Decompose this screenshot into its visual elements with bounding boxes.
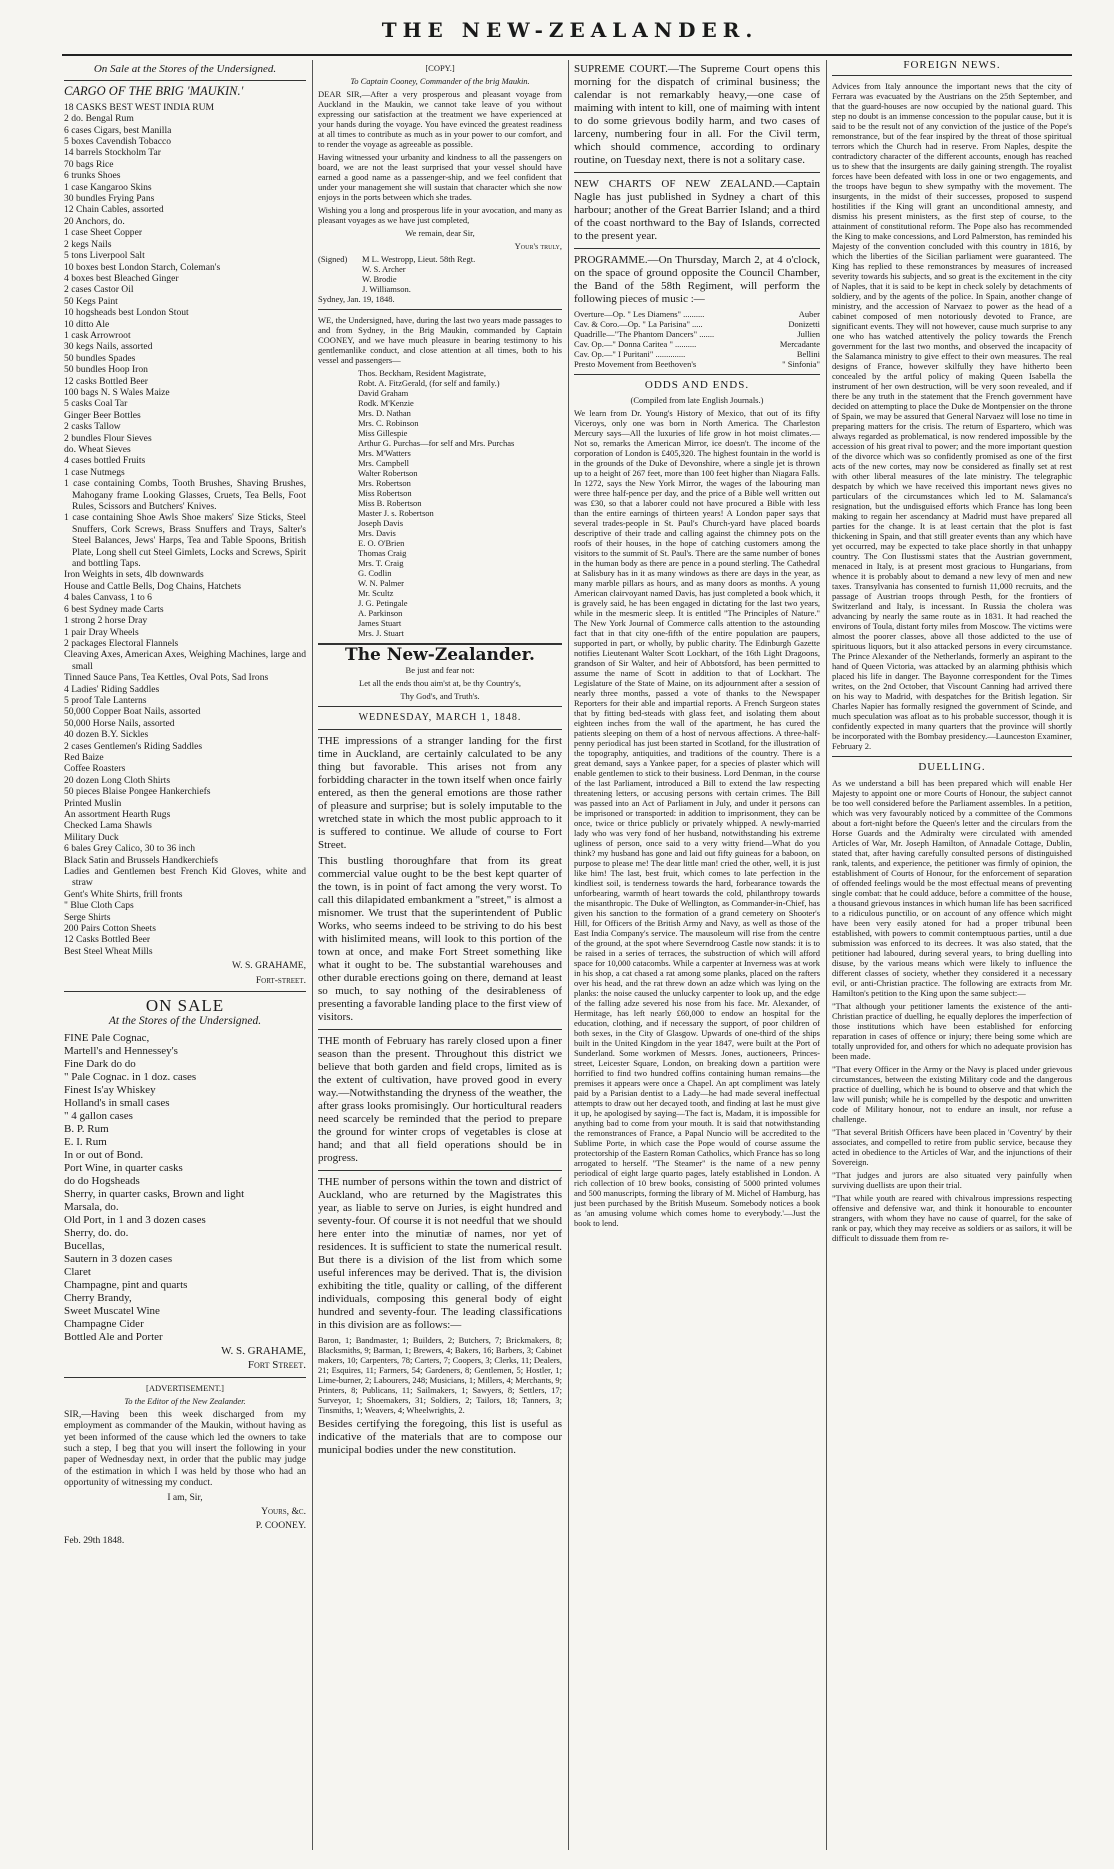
cargo-item: 50 bundles Hoop Iron: [64, 364, 148, 376]
divider: [64, 991, 306, 992]
onsale-list: [64, 1032, 306, 1344]
cargo-item: 12 Chain Cables, assorted: [64, 204, 164, 216]
cargo-item: Printed Muslin: [64, 797, 122, 809]
cargo-title: CARGO OF THE BRIG 'MAUKIN.': [64, 84, 244, 99]
cargo-item: 50 pieces Blaise Pongee Hankerchiefs: [64, 786, 211, 798]
passenger-name: Mrs. T. Craig: [358, 558, 404, 568]
cargo-item: Ladies and Gentlemen best French Kid Gloves, white and straw: [64, 866, 306, 889]
duelling-body-3: "That every Officer in the Army or the Navy is placed under grievous circumstances, between the existing Military code and the dangerous practice of duelling, which he is bound to observe and that which the law will punish; while he is compelled by the despotic and unwritten code of Military honour, not to endure an insult, nor refuse a challenge.: [832, 1063, 1072, 1124]
signatory-name: J. Williamson.: [362, 284, 411, 294]
copy-names: [362, 254, 562, 294]
duelling-body-2: "That although your petitioner laments the existence of the anti-Christian practice of duelling, he equally deplores the imperfection of those institutions which have been established for enforcing reparation in cases of offence or injury; there being some which are totally unprovided for, and others for which no adequate provision has been made.: [832, 1000, 1072, 1061]
column-2: [318, 60, 562, 1860]
copy-date: Sydney, Jan. 19, 1848.: [318, 294, 395, 304]
onsale-item: FINE Pale Cognac,: [64, 1031, 150, 1044]
music-composer: Donizetti: [788, 319, 820, 329]
cargo-item: 12 casks Bottled Beer: [64, 375, 148, 387]
onsale-item: do do Hogsheads: [64, 1174, 140, 1187]
onsale-item: " Pale Cognac. in 1 doz. cases: [64, 1070, 197, 1083]
music-piece: Cav. & Coro.—Op. " La Parisina" .....: [574, 319, 703, 329]
passenger-name: Master J. s. Robertson: [358, 508, 434, 518]
cargo-item: 20 Anchors, do.: [64, 215, 125, 227]
passenger-name: G. Codlin: [358, 568, 392, 578]
copy-signed-label: (Signed): [318, 254, 348, 264]
cargo-item: 4 Ladies' Riding Saddles: [64, 683, 160, 695]
cargo-item: 1 cask Arrowroot: [64, 329, 131, 341]
music-piece: Presto Movement from Beethoven's: [574, 359, 697, 369]
signatory-name: W. S. Archer: [362, 264, 406, 274]
onsale-subtitle: At the Stores of the Undersigned.: [108, 1014, 262, 1027]
cargo-item: 6 bales Grey Calico, 30 to 36 inch: [64, 843, 196, 855]
passenger-name: David Graham: [358, 388, 409, 398]
onsale-item: Cherry Brandy,: [64, 1291, 132, 1304]
music-row: [574, 339, 820, 349]
cargo-item: Black Satin and Brussels Handkerchiefs: [64, 854, 218, 866]
onsale-item: E. I. Rum: [64, 1135, 107, 1148]
passenger-name: Mrs. Campbell: [358, 458, 409, 468]
cargo-item: Gent's White Shirts, frill fronts: [64, 888, 183, 900]
signatory-name: W. Brodie: [362, 274, 397, 284]
onsale-item: Fine Dark do do: [64, 1057, 136, 1070]
divider: [832, 75, 1072, 76]
cargo-item: 2 cases Castor Oil: [64, 284, 134, 296]
cargo-signature-place: Fort-street.: [255, 974, 306, 986]
column-divider: [568, 60, 569, 1850]
onsale-item: Port Wine, in quarter casks: [64, 1161, 183, 1174]
editorial-4: THE number of persons within the town and district of Auckland, who are returned by the Magistrates this year, as liable to serve on Juries, is eight hundred and seventy-four. Of course it is not needful that we should here enter into the minutiæ of names, nor yet of residences. It is sufficient to state the numerical result. But there is a division of the list from which some useful inferences may be derived. That is, the division exhibiting the title, quality or calling, of the different individuals, composing this general body of eight hundred and seventy-four. The leading classifications in this division are as follows:—: [318, 1175, 562, 1331]
onsale-item: " 4 gallon cases: [64, 1109, 133, 1122]
cargo-item: House and Cattle Bells, Dog Chains, Hatchets: [64, 580, 241, 592]
passenger-name: Rodk. M'Kenzie: [358, 398, 414, 408]
onsale-item: Holland's in small cases: [64, 1096, 170, 1109]
music-row: [574, 309, 820, 319]
duelling-body-1: As we understand a bill has been prepared which will enable Her Majesty to appoint one or more Courts of Honour, the subject cannot be too well considered before the Parliament assembles. In a petition, which was very favourably noticed by a committee of the Commons about a fort-night before the Queen's letter and the circulars from the Horse Guards and the Admiralty were circulated with amended Articles of War, Mr. Joseph Hamilton, of Annadale Cottage, Dublin, stated that, after having carefully consulted persons of distinguished rank, talents, and experience, the petitioner was firmly of opinion, the establishment of Courts of Honour, for the enforcement of separation of offended feelings would be the most effectual means of preventing single combat: that he could adduce, before a committee of the house, a thousand grievous instances in which human life has been sacrificed to a ridiculous punctilio, or on account of any offence which might have been very easily atoned for had a proper tribunal been established, with powers to commit contemptuous parties, until a due submission was enforced to its decrees. It was also stated, that the petitioner had laboured, during several years, to bring duelling into disuse, by the various means which were likely to influence the different classes of society, whether they considered it a necessary evil, or anti-Christian practice. The following are extracts from Mr. Hamilton's petition to the King upon the same subject:—: [832, 777, 1072, 998]
onsale-item: Sweet Muscatel Wine: [64, 1304, 160, 1317]
divider: [64, 1377, 306, 1378]
music-composer: Mercadante: [779, 339, 820, 349]
odds-title: ODDS AND ENDS.: [644, 379, 750, 391]
cargo-list: [64, 102, 306, 957]
divider: [318, 729, 562, 730]
onsale-item: Champagne Cider: [64, 1317, 144, 1330]
divider: [318, 309, 562, 310]
cargo-item: 4 bales Canvass, 1 to 6: [64, 592, 152, 604]
copy-body-2: Having witnessed your urbanity and kindness to all the passengers on board, we are not the least surprised that your vessel should have earned a good name as a passenger-ship, and we feel confident that under your management she will sustain that character which she now enjoys in the ports between which she trades.: [318, 152, 562, 202]
cargo-item: 5 casks Coal Tar: [64, 398, 128, 410]
cargo-item: Checked Lama Shawls: [64, 820, 152, 832]
programme-notice: PROGRAMME.—On Thursday, March 2, at 4 o'clock, on the space of ground opposite the Council Chamber, the Band of the 58th Regiment, will perform the following pieces of music :—: [574, 254, 820, 305]
cargo-item: 5 proof Tale Lanterns: [64, 694, 147, 706]
motto-3: Thy God's, and Truth's.: [400, 691, 480, 702]
cargo-item: 30 kegs Nails, assorted: [64, 341, 153, 353]
masthead: THE NEW-ZEALANDER.: [381, 18, 759, 42]
motto-1: Be just and fear not:: [405, 665, 475, 676]
passenger-name: Joseph Davis: [358, 518, 404, 528]
copy-close-1: We remain, dear Sir,: [405, 228, 475, 238]
copy-label: [COPY.]: [425, 63, 455, 73]
cargo-item: 2 kegs Nails: [64, 238, 112, 250]
onsale-item: Finest Is'ay Whiskey: [64, 1083, 156, 1096]
cargo-item: 10 hogsheads best London Stout: [64, 307, 189, 319]
cargo-item: Red Baize: [64, 751, 104, 763]
cargo-item: 18 CASKS BEST WEST INDIA RUM: [64, 101, 215, 113]
onsale-item: Bottled Ale and Porter: [64, 1330, 163, 1343]
onsale-item: Martell's and Hennessey's: [64, 1044, 178, 1057]
music-row: [574, 319, 820, 329]
music-row: [574, 359, 820, 369]
advert-label: [ADVERTISEMENT.]: [146, 1382, 224, 1393]
cargo-item: 14 barrels Stockholm Tar: [64, 147, 161, 159]
signatory-name: M L. Westropp, Lieut. 58th Regt.: [362, 254, 476, 264]
passenger-name: Thomas Craig: [358, 548, 407, 558]
onsale-signature-place: Fort Street.: [247, 1359, 306, 1372]
testimonial-intro: WE, the Undersigned, have, during the last two years made passages to and from Sydney, in the Brig Maukin, commanded by Captain COONEY, and we have much pleasure in bearing testimony to his gentlemanlike conduct, and close attention at all times, both to his vessel and passengers—: [318, 315, 562, 365]
music-programme: [574, 309, 820, 369]
cargo-item: 1 pair Dray Wheels: [64, 626, 139, 638]
onsale-item: Bucellas,: [64, 1239, 105, 1252]
cargo-item: 6 trunks Shoes: [64, 170, 121, 182]
cargo-item: 70 bags Rice: [64, 158, 114, 170]
passenger-name: J. G. Petingale: [358, 598, 408, 608]
onsale-item: Champagne, pint and quarts: [64, 1278, 188, 1291]
music-row: [574, 329, 820, 339]
masthead-rule: [62, 54, 1072, 56]
music-composer: Auber: [798, 309, 820, 319]
new-charts-notice: NEW CHARTS OF NEW ZEALAND.—Captain Nagle has just published in Sydney a chart of this harbour; another of the Great Barrier Island; and a third of the coast northward to the Bay of Islands, corrected to the present year.: [574, 178, 820, 242]
cargo-item: Iron Weights in sets, 4lb downwards: [64, 569, 204, 581]
cargo-item: " Blue Cloth Caps: [64, 900, 134, 912]
motto-2: Let all the ends thou aim'st at, be thy Country's,: [359, 678, 521, 689]
editorial-5: Baron, 1; Bandmaster, 1; Builders, 2; Butchers, 7; Brickmakers, 8; Blacksmiths, 9; Barman, 1; Brewers, 4; Bakers, 16; Barbers, 3; Cabinet makers, 10; Carpenters, 78; Carters, 7; Coopers, 3; Clerks, 11; Dealers, 21; Esquires, 11; Farmers, 54; Gardeners, 8; Gentlemen, 5; Hostler, 1; Lime-burner, 2; Labourers, 248; Musicians, 1; Millers, 4; Merchants, 9; Printers, 8; Publicans, 11; Sailmakers, 1; Sawyers, 8; Settlers, 17; Surveyor, 1; Shoemakers, 31; Soldiers, 2; Tailors, 18; Tanners, 3; Tinsmiths, 1; Weavers, 4; Wheelwrights, 2.: [318, 1334, 562, 1415]
duelling-title: DUELLING.: [918, 761, 986, 774]
divider: [574, 374, 820, 375]
cargo-item: 1 case Kangaroo Skins: [64, 181, 152, 193]
passenger-name: Thos. Beckham, Resident Magistrate,: [358, 368, 486, 378]
onsale-title: ON SALE: [145, 996, 225, 1016]
passenger-name: Miss B. Robertson: [358, 498, 422, 508]
music-piece: Cav. Op.—" I Puritani" ..............: [574, 349, 686, 359]
column-divider: [826, 60, 827, 1850]
passenger-name: Mr. Scultz: [358, 588, 394, 598]
cargo-item: 2 casks Tallow: [64, 421, 121, 433]
divider: [64, 80, 306, 81]
odds-body: We learn from Dr. Young's History of Mexico, that out of its fifty Viceroys, only one was born in North America. The Charleston Mercury says—All the luxuries of life grow in hot moist climates.—Not so, remarks the American Mirror, ice doesn't. The income of the corporation of London is £405,320. The highest fountain in the world is in the grounds of the Duke of Devonshire, where a single jet is thrown up to a height of 267 feet, more than 100 feet higher than Niagara Falls. In 1272, says the New York Mirror, the wages of the labouring man were three half-pence per day, and the price of a Bible well written out was £30, so that a laborer could not have procured a Bible with less than the entire earnings of thirteen years! A London paper says that several trades-people in St. Paul's Church-yard have placed boards descriptive of their trade and calling against the chimney pots on the roofs of their houses, in the hope of catching customers among the visitors to the summit of St. Paul's. There are the same number of bones in the human body as there are pence in a pound sterling. The Cathedral at Salisbury has in it as many windows as there are days in the year, as many marble pillars as hours, and as many doors as months. A young American clairvoyant named Davis, has just completed a book which, it is gravely said, he has been engaged in dictating for the last two years, while in the mesmeric sleep. It is entitled "The Principles of Nature." The New York Journal of Commerce calls attention to the astounding fact that in that city one-fifth of the entire population are paupers, supported in part, or wholly, by public charity. The Edinburgh Gazette notifies Lieutenant Walter Scott Lockhart, of the 16th Light Dragoons, grandson of Sir Walter, and heir of Abbotsford, has been permitted to assume the name of Scott in addition to that of Lockhart. The Legislature of the State of Maine, on its adjournment after a session of nearly three months, passed a vote of thanks to the Newspaper Reporters for their able and impartial reports. A French Surgeon states that by fitting bed-steads with glass feet, and isolating them about eighteen inches from the wall of the apartment, he has cured the patients sleeping on them of a host of nervous affections. A three-half-penny periodical has just been started in Scotland, for the illustration of the topography, antiquities, and traditions of the country. There is a great demand, says a Yankee paper, for a species of plaster which will enable gentlemen to stick to their business. Lord Denman, in the course of the last Parliament, introduced a Bill to extend the law respecting threatening letters, or accusing persons with certain crimes. The Bill was passed into an Act of Parliament in July, and under it persons can be imprisoned or transported: in addition to imprisonment, they can be once, twice or thrice publicly or privately whipped. A newly-married lady who was very fond of her husband, notwithstanding his extreme ugliness of person, once said to a very witty friend—What do you think? my husband has gone and laid out fifty guineas for a baboon, on purpose to please me! The dear little man! cried the other, well, it is just like him! The last, best fruit, which comes to late perfection in the kindliest soil, is tenderness towards the hard, forbearance towards the unforbearing, warmth of heart towards the cold, philanthropy towards the misanthropic. The Duke of Wellington, as Commander-in-Chief, has given his sanction to the formation of a grand cemetery on Shooter's Hill, for Officers of the British Army and Navy, as well as those of the East India Company's service. The mausoleum will rise from the centre of the ground, at the spot where Severndroog Castle now stands: it is to be raised in a series of terraces, the substruction of which will afford space for 10,000 catacombs. While a carpenter at Inverness was at work in his shop, a cat chased a rat among some planks, placed on the rafters over his head, and the rat threw down an adze which was lying on the planks: the noise caused the unlucky carpenter to look up, and the edge of the falling adze severed his nose from his face. Mr. Alexander, of Hermitage, has left nearly £60,000 to endow an hospital for the education, clothing, and if necessary the support, of poor children of both sexes, in the City of Glasgow. Upwards of one-third of the ships built in the United Kingdom in the year 1847, were built at the Port of Sunderland. Some workmen of Messrs. Jones, auctioneers, Princes-street, Leicester Square, London, on breaking down a partition were horrified to find two hundred coffins containing human remains—the premises it appears were once a Chapel. An apt compliment was lately paid by a Parisian dentist to a Lady—he had made several ineffectual attempts to draw out her decayed tooth, and finding at last he must give it up, he apologised by saying—The fact is, Madam, it is impossible for anything bad to come from your mouth. It is said that notwithstanding the remonstrances of France, a Papal Nuncio will be accredited to the Sublime Porte, in which case the Pope would of course assume the protectorship of the Eastern Roman Catholics, which France has so long arrogated to herself. "The Steamer" is the name of a new penny periodical of eight large quarto pages, lately established in London. A rich collection of 10 brew books, consisting of 5000 printed volumes and 500 manuscripts, forming the library of M. Michel of Hamburg, has just been purchased by the British Museum. Somebody notices a book as 'an amusing volume which comes home to everybody.'—Just the book to lend.: [574, 408, 820, 1229]
advert-close-1: I am, Sir,: [167, 1491, 203, 1503]
supreme-court-notice: SUPREME COURT.—The Supreme Court opens this morning for the dispatch of criminal business; the calendar is not remarkably heavy,—one case of maiming with intent to kill, one of maiming with intent to do some grievous bodily harm, and two cases of larceny, numbering four in all. For the Civil term, which should commence, according to ordinary routine, on Tuesday next, there is not a solitary case.: [574, 63, 820, 166]
copy-close-2: Your's truly,: [514, 241, 562, 251]
copy-to: To Captain Cooney, Commander of the brig Maukin.: [350, 76, 530, 86]
cargo-item: 2 packages Electoral Flannels: [64, 637, 179, 649]
passenger-name: Mrs. M'Watters: [358, 448, 411, 458]
passenger-name: Mrs. C. Robinson: [358, 418, 419, 428]
divider: [832, 756, 1072, 757]
divider: [318, 1029, 562, 1030]
onsale-item: B. P. Rum: [64, 1122, 109, 1135]
cargo-item: 6 best Sydney made Carts: [64, 603, 164, 615]
cargo-item: Tinned Sauce Pans, Tea Kettles, Oval Pots, Sad Irons: [64, 672, 269, 684]
duelling-body-5: "That judges and jurors are also situated very painfully when surviving duellists are upon their trial.: [832, 1169, 1072, 1190]
passenger-name: Arthur G. Purchas—for self and Mrs. Purchas: [358, 438, 515, 448]
cargo-item: 1 case containing Combs, Tooth Brushes, Shaving Brushes, Mahogany frame Looking Glasses, Cruets, Tea Bells, Foot Rules, Scissors and Butchers' Knives.: [64, 478, 306, 513]
passenger-name: E. O. O'Brien: [358, 538, 405, 548]
cargo-item: 1 case containing Shoe Awls Shoe makers' Size Sticks, Steel Snuffers, Cork Screws, Brass Snuffers and Trays, Salter's Steel Balances, Jews' Harps, Tea and Table Spoons, British Plate, Long shell cut Steel Gimlets, Locks and Screws, Spirit and bottling Taps.: [64, 512, 306, 570]
foreign-news-title: FOREIGN NEWS.: [903, 60, 1001, 71]
advert-close-2: Yours, &c.: [261, 1505, 306, 1517]
divider: [574, 248, 820, 249]
paper-title: The New-Zealander.: [345, 645, 535, 665]
cargo-item: 10 ditto Ale: [64, 318, 110, 330]
music-row: [574, 349, 820, 359]
odds-subtitle: (Compiled from late English Journals.): [630, 395, 764, 406]
cargo-item: 4 boxes best Bleached Ginger: [64, 272, 179, 284]
advert-body: SIR,—Having been this week discharged from my employment as commander of the Maukin, without having as yet been informed of the cause which led the owners to take such a step, I beg that you will insert the following in your paper of Wednesday next, in order that the public may judge of the estimation in which I was held by those who had an opportunity of witnessing my conduct.: [64, 1408, 306, 1489]
advert-to: To the Editor of the New Zealander.: [124, 1395, 246, 1406]
passenger-name: A. Parkinson: [358, 608, 403, 618]
passenger-name: Miss Gillespie: [358, 428, 408, 438]
cargo-item: 2 bundles Flour Sieves: [64, 432, 152, 444]
cargo-item: 20 dozen Long Cloth Shirts: [64, 774, 171, 786]
duelling-body-4: "That several British Officers have been placed in 'Coventry' by their associates, and compelled to retire from public service, because they acted in obedience to the Articles of War, and the injunctions of their Sovereign.: [832, 1126, 1072, 1167]
cargo-item: 50 bundles Spades: [64, 352, 136, 364]
copy-body-3: Wishing you a long and prosperous life in your avocation, and many as pleasant voyages as we have just completed,: [318, 205, 562, 225]
music-composer: " Sinfonia": [782, 359, 820, 369]
copy-body: DEAR SIR,—After a very prosperous and pleasant voyage from Auckland in the Maukin, we cannot take leave of you without expressing our satisfaction at the treatment we have experienced at your hands during the voyage. You have evinced the greatest readiness at all times to contribute as much as in your power to our comfort, and to render the voyage as agreeable as possible.: [318, 89, 562, 149]
cargo-item: 10 boxes best London Starch, Coleman's: [64, 261, 221, 273]
cargo-item: Cleaving Axes, American Axes, Weighing Machines, large and small: [64, 649, 306, 672]
advert-signature: P. COONEY.: [255, 1520, 306, 1532]
cargo-item: Ginger Beer Bottles: [64, 409, 141, 421]
advert-date: Feb. 29th 1848.: [64, 1534, 125, 1546]
passenger-name: James Stuart: [358, 618, 402, 628]
dateline: WEDNESDAY, MARCH 1, 1848.: [358, 712, 522, 724]
divider: [318, 1170, 562, 1171]
divider: [318, 706, 562, 707]
passenger-name: Mrs. Davis: [358, 528, 396, 538]
passenger-name: Walter Robertson: [358, 468, 418, 478]
music-piece: Overture—Op. " Les Diamens" ..........: [574, 309, 705, 319]
onsale-signature: W. S. GRAHAME,: [221, 1344, 306, 1357]
music-piece: Cav. Op.—" Donna Caritea " ..........: [574, 339, 697, 349]
music-piece: Quadrille—"The Phantom Dancers" .......: [574, 329, 715, 339]
copy-signatures: [318, 254, 562, 294]
editorial-6: Besides certifying the foregoing, this list is useful as indicative of the materials that are to compose our municipal bodies under the new constitution.: [318, 1417, 562, 1456]
cargo-item: 1 strong 2 horse Dray: [64, 615, 148, 627]
cargo-item: 200 Pairs Cotton Sheets: [64, 923, 156, 935]
cargo-item: 4 cases bottled Fruits: [64, 455, 146, 467]
onsale-item: Claret: [64, 1265, 91, 1278]
passenger-list: [318, 368, 562, 638]
passenger-name: Robt. A. FitzGerald, (for self and family.): [358, 378, 500, 388]
cargo-item: do. Wheat Sieves: [64, 444, 131, 455]
cargo-signature: W. S. GRAHAME,: [231, 960, 306, 972]
passenger-name: Mrs. D. Nathan: [358, 408, 411, 418]
cargo-item: 1 case Nutmegs: [64, 466, 125, 478]
column-divider: [312, 60, 313, 1850]
onsale-item: Old Port, in 1 and 3 dozen cases: [64, 1213, 206, 1226]
editorial-2: This bustling thoroughfare that from its great commercial value ought to be the best kept quarter of the town, is in point of fact among the very worst. To call this dilapidated embankment a "street," is almost a misnomer. We trust that the superintendent of Public Works, who seems indeed to be striving to do his best with hislimited means, will look to this portion of the town at once, and make Fort Street something like what it ought to be. The substantial warehouses and other durable erections going on there, demand at least so much, to say nothing of the desirableness of presenting a favorable landing place to the first view of visitors.: [318, 854, 562, 1023]
foreign-news-body: Advices from Italy announce the important news that the city of Ferrara was evacuated by the Austrians on the 25th September, and that the guard-houses are now occupied by the national guard. This step no doubt is an immense concession to the popular cause, but it is said to be the result not of any conviction of the justice of the Pope's remonstrance, but of the fear inspired by the threat of those spiritual terrors which the Church had in reserve. From Naples, despite the contradictory character of the different accounts, enough has reached us to shew that the insurgents are daily gaining strength. The royalist forces have been defeated with loss in one or two engagements, and the troops have begun to shew sympathy with the movement. The insurgents, in the midst of their successes, proposed to suspend hostilities if the King will grant an unconditional amnesty, and dismiss his present ministers, as the first step of course, to the attainment of constitutional reform. The Pope also has recommended the King to make concessions, and Lord Palmerston, has reminded his Majesty of the convention concluded with this country in 1816, by which the liberties of the Sicilian parliament were guaranteed. The King has replied to these remonstrances by measures of increased severity towards his subjects, and so great is the excitement in the city of Naples, that it is said to be kept in check solely by detachments of soldiery, and by the agents of the police. In Spain, another change of ministry, and the accession of Narvaez to power as the head of a cabinet composed of men notoriously devoted to France, are significant events. They will not however, cause much surprise to any one who has watched attentively the policy towards the French government for the last two months, and observed the incapacity of the Salamanca ministry to give effect to their own measures. The real designs of France, however skilfully they have hitherto been concealed by the artful policy of making Queen Isabella the instrument of her own destruction, will be very soon revealed, and if there be any truth in the statement that the French government have decided on attempting to place the Duke de Montpensier on the throne of Spain, we may be assured that General Narvaez will lose no time in preparing matters for the crisis. The return of Espartero, which was always regarded as problematical, is now rendered impossible by the accession of his great rival to power; and the more important question of the divorce which was so confidently promised as one of the first acts of the new cortes, may now be considered as finally set at rest with other liberal measures of the late ministry. The telegraphic despatch by which we have received this important news gives no particulars of the circumstances which led to M. Salamanca's resignation, but the undisguised efforts which France has long been making to regain her ascendancy at Madrid must have prepared all parties for the change. It is at least certain that the plot is fast thickening in Spain, and that still greater events than any which have yet occurred, may be expected to take place shortly in that unhappy country. The Con Ilustissmi states that the Austrian government, menaced in Italy, is at present most gracious to Hungarians, from whence it is probably about to demand a new levy of men and new taxes. Transylvania has consented to furnish 11,000 recruits, and the passage of Austrian troops through Pesth, for the frontiers of Switzerland and Italy, is incessant. In Russia the cholera was advancing by nearly the same route as in 1831. It had reached the environs of Toula, distant forty miles from Moscow. The victims were almost the poorer classes, above all those addicted to the use of spirituous liquors, but it also attacked persons in every circumstance. The Prince Alexander of the Netherlands, formerly an aspirant to the hand of Queen Victoria, was attacked by an alarming phthisis which placed his life in danger. The Bayonne correspondent for the Times writes, on the 2nd October, that Viscount Canning had arrived there on his way to Madrid, with despatches for the British legation. Sir Charles Napier has formally resigned the government of Scinde, and much speculation was afloat as to his probable successor, though it is confidently expected in many quarters that the province will shortly be incorporated with the Bombay presidency.—Launceston Examiner, February 2.: [832, 81, 1072, 752]
passenger-name: Mrs. J. Stuart: [358, 628, 404, 638]
cargo-item: 12 Casks Bottled Beer: [64, 934, 151, 946]
cargo-item: 2 do. Bengal Rum: [64, 113, 134, 125]
cargo-item: 6 cases Cigars, best Manilla: [64, 124, 172, 136]
cargo-item: An assortment Hearth Rugs: [64, 809, 171, 820]
passenger-name: Miss Robertson: [358, 488, 412, 498]
editorial-1: THE impressions of a stranger landing for the first time in Auckland, are certainly calculated to be any thing but favorable. This arises not from any forbidding character in the town itself when once fairly entered, as then the general emotions are those rather of pleasure and surprise; but is solely imputable to the wretched state in which the most public approach to it is suffered to continue. We allude of course to Fort Street.: [318, 734, 562, 851]
cargo-item: 5 boxes Cavendish Tobacco: [64, 136, 172, 148]
music-composer: Jullien: [797, 329, 820, 339]
onsale-item: Sherry, do. do.: [64, 1226, 129, 1239]
cargo-item: 100 bags N. S Wales Maize: [64, 386, 170, 398]
cargo-item: Serge Shirts: [64, 911, 111, 923]
cargo-item: Coffee Roasters: [64, 763, 126, 775]
cargo-item: 5 tons Liverpool Salt: [64, 250, 145, 262]
cargo-item: 50 Kegs Paint: [64, 295, 118, 307]
onsale-item: Sherry, in quarter casks, Brown and light: [64, 1187, 245, 1200]
cargo-item: Best Steel Wheat Mills: [64, 945, 153, 957]
passenger-name: W. N. Palmer: [358, 578, 404, 588]
cargo-item: 2 cases Gentlemen's Riding Saddles: [64, 740, 203, 752]
column-3: [574, 60, 820, 1860]
cargo-item: 40 dozen B.Y. Sickles: [64, 729, 149, 741]
editorial-3: THE month of February has rarely closed upon a finer season than the present. Throughout this district we believe that both garden and field crops, limited as is the extent of cultivation, have proved good in every way.—Notwithstanding the dryness of the weather, the after grass looks promisingly. Our horticultural readers need scarcely be reminded that the period to prepare the ground for winter crops of vegetables is close at hand; and that all field operations should be in progress.: [318, 1034, 562, 1164]
passenger-name: Mrs. Robertson: [358, 478, 411, 488]
cargo-item: 1 case Sheet Copper: [64, 227, 143, 239]
onsale-item: Marsala, do.: [64, 1200, 119, 1213]
cargo-item: 50,000 Horse Nails, assorted: [64, 717, 175, 729]
cargo-item: Military Duck: [64, 831, 119, 843]
divider: [574, 172, 820, 173]
onsale-item: Sautern in 3 dozen cases: [64, 1252, 173, 1265]
column-4: [832, 60, 1072, 1860]
sale-intro: On Sale at the Stores of the Undersigned.: [93, 63, 277, 75]
onsale-item: In or out of Bond.: [64, 1148, 144, 1161]
music-composer: Bellini: [796, 349, 820, 359]
duelling-body-6: "That while youth are reared with chivalrous impressions respecting offensive and defensive war, and think it honourable to encounter strangers, with whom they have no cause of quarrel, for the sake of rank or pay, which they may receive as soldiers or as sailors, it will be difficult to dissuade them from re-: [832, 1192, 1072, 1243]
cargo-item: 30 bundles Frying Pans: [64, 193, 155, 205]
cargo-item: 50,000 Copper Boat Nails, assorted: [64, 706, 201, 718]
column-1: [64, 60, 306, 1860]
